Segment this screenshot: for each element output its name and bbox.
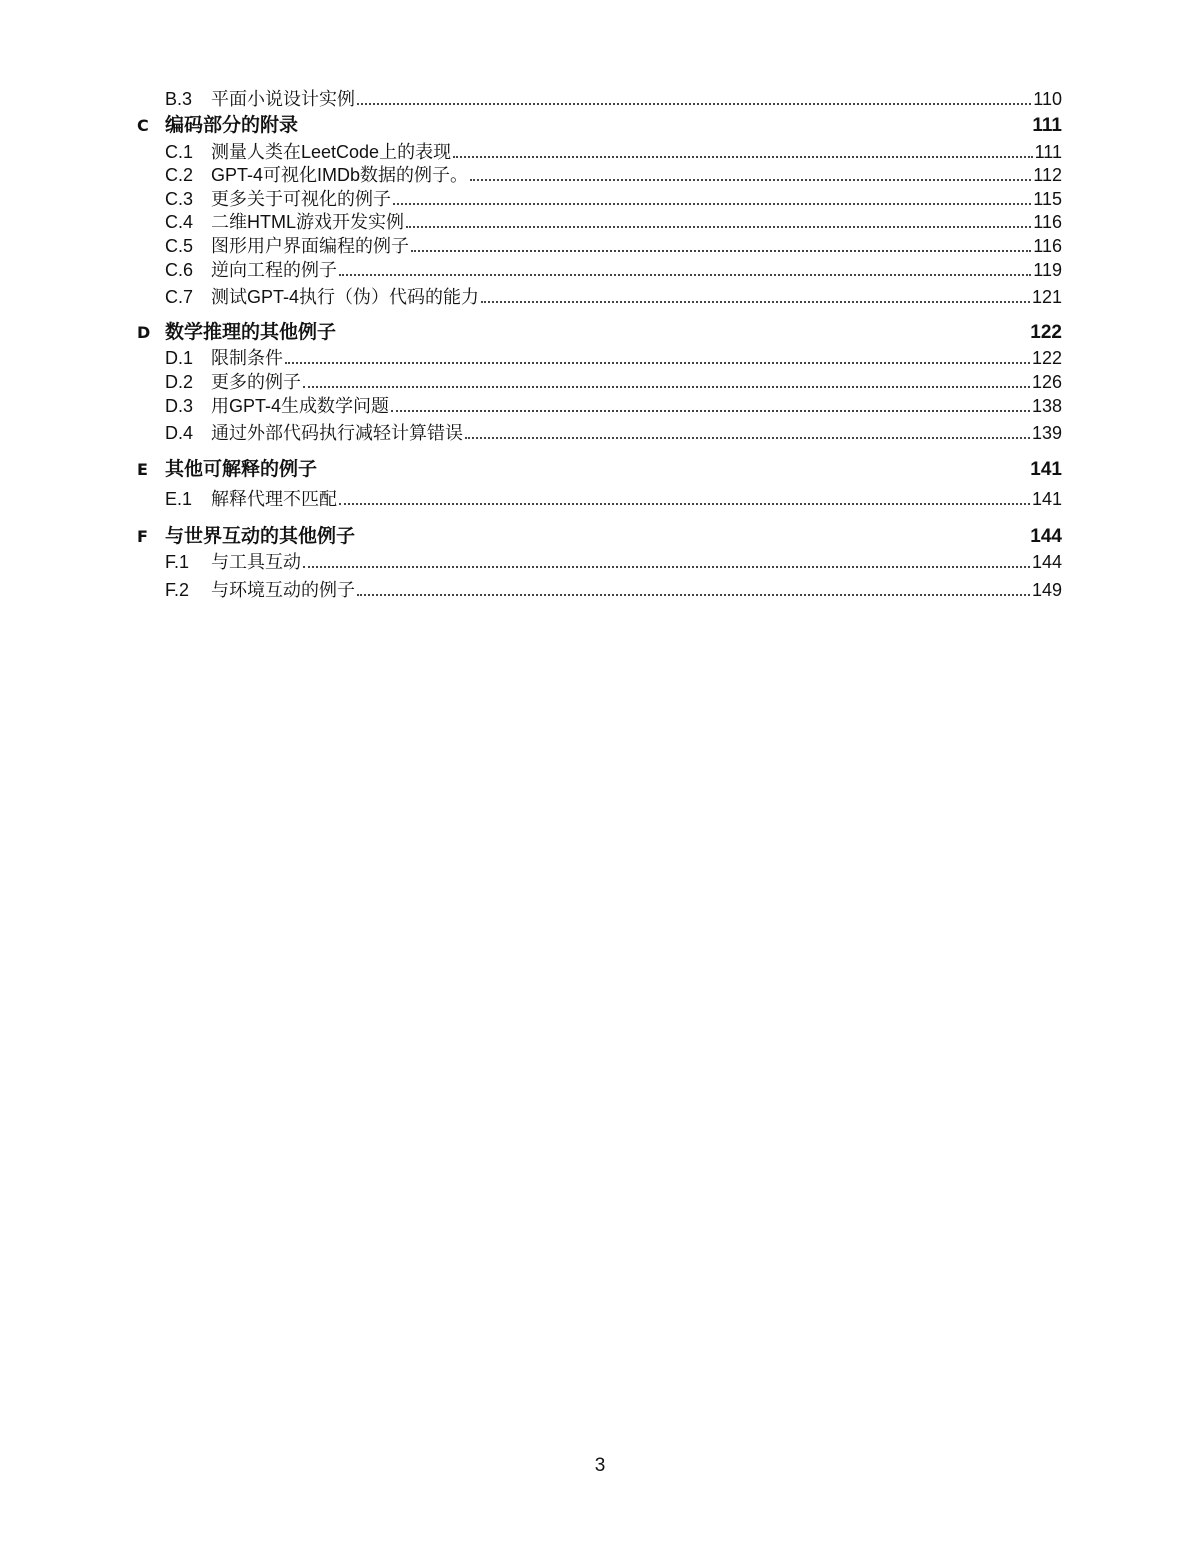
page-ref: 122 <box>1030 322 1062 343</box>
section-letter: F <box>137 527 148 546</box>
page-ref: 138 <box>1031 396 1062 416</box>
dot-leader <box>453 156 1033 158</box>
section-title: 与世界互动的其他例子 <box>165 526 356 547</box>
subsection-number: F.2 <box>165 580 190 600</box>
section-title: 数学推理的其他例子 <box>165 322 337 343</box>
page-ref: 121 <box>1031 287 1062 307</box>
dot-leader <box>339 503 1030 505</box>
page-ref: 111 <box>1032 115 1062 136</box>
subsection-number: C.6 <box>165 260 194 280</box>
subsection-title: 二维HTML游戏开发实例 <box>211 212 404 232</box>
subsection-number: C.7 <box>165 287 194 307</box>
dot-leader <box>357 103 1031 105</box>
dot-leader <box>339 274 1031 276</box>
subsection-title: 测试GPT-4执行（伪）代码的能力 <box>211 287 480 307</box>
subsection-number: F.1 <box>165 552 190 572</box>
subsection-title: 通过外部代码执行减轻计算错误 <box>211 423 463 443</box>
section-letter: D <box>137 323 151 342</box>
subsection-number: C.1 <box>165 142 194 162</box>
page-ref: 144 <box>1031 552 1062 572</box>
toc-section-entry[interactable] <box>137 524 1062 548</box>
toc-section-entry[interactable] <box>137 113 1062 137</box>
subsection-number: C.4 <box>165 212 194 232</box>
subsection-title: 解释代理不匹配 <box>211 489 337 509</box>
subsection-number: B.3 <box>165 89 193 109</box>
dot-leader <box>303 386 1030 388</box>
subsection-title: 平面小说设计实例 <box>211 89 355 109</box>
subsection-number: D.1 <box>165 348 194 368</box>
subsection-number: E.1 <box>165 489 193 509</box>
page-ref: 126 <box>1031 372 1062 392</box>
toc-subsection-entry[interactable] <box>137 86 1062 110</box>
page-ref: 116 <box>1033 212 1062 232</box>
page-ref: 141 <box>1030 459 1062 480</box>
toc-subsection-entry[interactable] <box>137 577 1062 601</box>
subsection-title: 测量人类在LeetCode上的表现 <box>211 142 452 162</box>
page-ref: 141 <box>1031 489 1062 509</box>
dot-leader <box>393 203 1031 205</box>
toc-subsection-entry[interactable] <box>137 284 1062 308</box>
toc-subsection-entry[interactable] <box>137 209 1062 233</box>
toc-subsection-entry[interactable] <box>137 233 1062 257</box>
toc-subsection-entry[interactable] <box>137 186 1062 210</box>
subsection-title: 与工具互动 <box>211 552 301 572</box>
subsection-title: 更多关于可视化的例子 <box>211 189 391 209</box>
page-ref: 111 <box>1034 142 1062 162</box>
subsection-number: C.5 <box>165 236 194 256</box>
dot-leader <box>406 226 1031 228</box>
page-number: 3 <box>594 1455 606 1476</box>
dot-leader <box>285 362 1030 364</box>
subsection-title: 更多的例子 <box>211 372 301 392</box>
subsection-number: D.4 <box>165 423 194 443</box>
page-ref: 122 <box>1031 348 1062 368</box>
toc-subsection-entry[interactable] <box>137 162 1062 186</box>
dot-leader <box>411 250 1031 252</box>
section-title: 其他可解释的例子 <box>165 459 318 480</box>
dot-leader <box>470 179 1031 181</box>
page-ref: 144 <box>1030 526 1062 547</box>
toc-subsection-entry[interactable] <box>137 486 1062 510</box>
subsection-title: 限制条件 <box>211 348 283 368</box>
subsection-number: D.3 <box>165 396 194 416</box>
page-ref: 116 <box>1033 236 1062 256</box>
dot-leader <box>391 410 1030 412</box>
subsection-title: 图形用户界面编程的例子 <box>211 236 409 256</box>
toc-subsection-entry[interactable] <box>137 549 1062 573</box>
dot-leader <box>303 566 1030 568</box>
page-ref: 149 <box>1031 580 1062 600</box>
dot-leader <box>481 301 1030 303</box>
subsection-title: 逆向工程的例子 <box>211 260 337 280</box>
page-ref: 119 <box>1033 260 1062 280</box>
dot-leader <box>357 594 1030 596</box>
toc-subsection-entry[interactable] <box>137 393 1062 417</box>
subsection-number: D.2 <box>165 372 194 392</box>
toc-section-entry[interactable] <box>137 320 1062 344</box>
section-title: 编码部分的附录 <box>165 115 299 136</box>
toc-subsection-entry[interactable] <box>137 345 1062 369</box>
subsection-title: 与环境互动的例子 <box>211 580 355 600</box>
subsection-title: 用GPT-4生成数学问题 <box>211 396 390 416</box>
toc-subsection-entry[interactable] <box>137 420 1062 444</box>
subsection-number: C.2 <box>165 165 194 185</box>
page-ref: 110 <box>1033 89 1062 109</box>
toc-subsection-entry[interactable] <box>137 257 1062 281</box>
subsection-title: GPT-4可视化IMDb数据的例子。 <box>211 165 469 185</box>
section-letter: E <box>137 460 148 479</box>
toc-subsection-entry[interactable] <box>137 139 1062 163</box>
toc-subsection-entry[interactable] <box>137 369 1062 393</box>
page-ref: 112 <box>1033 165 1062 185</box>
toc-section-entry[interactable] <box>137 457 1062 481</box>
section-letter: C <box>137 116 149 135</box>
page-ref: 139 <box>1031 423 1062 443</box>
dot-leader <box>465 437 1030 439</box>
subsection-number: C.3 <box>165 189 194 209</box>
page-ref: 115 <box>1033 189 1062 209</box>
